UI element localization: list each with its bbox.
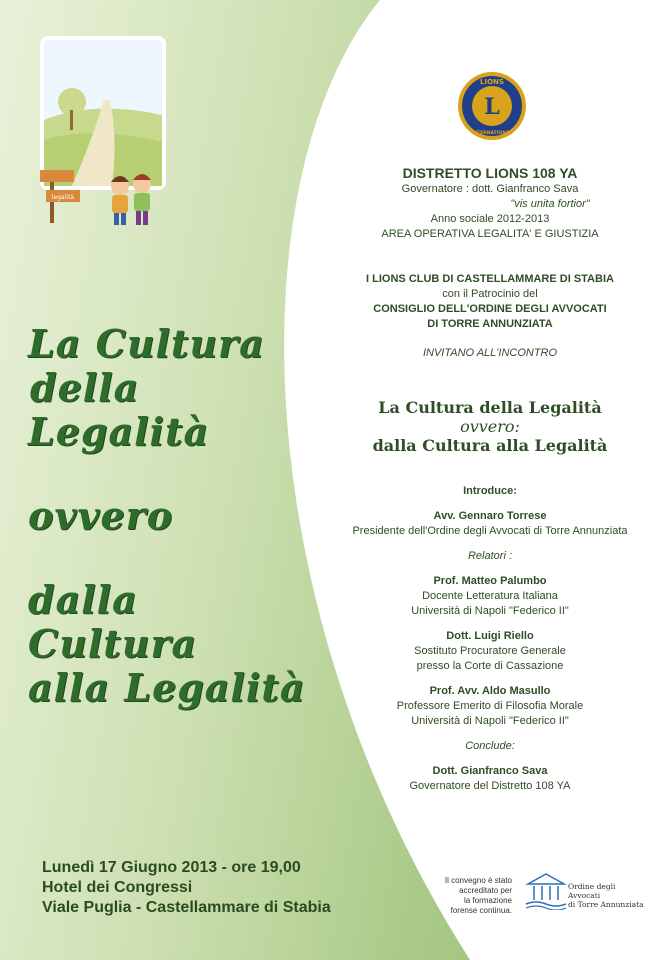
left-title-line: Legalità (28, 409, 210, 454)
left-title-line: dalla (28, 577, 138, 622)
district-title: DISTRETTO LIONS 108 YA (402, 165, 578, 181)
motto: "vis unita fortior" (510, 198, 590, 210)
speaker-name: Prof. Avv. Aldo Masullo (429, 685, 551, 697)
event-title-line: dalla Cultura alla Legalità (372, 436, 608, 455)
operative-area: AREA OPERATIVA LEGALITA' E GIUSTIZIA (381, 228, 599, 240)
speaker-name: Dott. Luigi Riello (446, 630, 534, 642)
council-line: DI TORRE ANNUNZIATA (427, 318, 553, 330)
event-title-ovvero: ovvero: (460, 417, 520, 436)
children-road-illustration (32, 30, 172, 230)
ordine-line: di Torre Annunziata (568, 900, 644, 909)
program-block (330, 484, 650, 794)
speaker-role: Docente Letteratura Italiana (422, 590, 558, 602)
speaker-name: Dott. Gianfranco Sava (432, 765, 548, 777)
ordine-avvocati-logo (524, 870, 568, 910)
patronage-line: con il Patrocinio del (442, 288, 538, 300)
sign-text: legalità (51, 194, 75, 201)
event-title-block (330, 398, 650, 456)
organizers-block (330, 272, 650, 361)
speaker-role: presso la Corte di Cassazione (416, 660, 564, 672)
speaker-role: Presidente dell'Ordine degli Avvocati di Torre Annunziata (352, 525, 628, 537)
concludes-label: Conclude: (465, 740, 515, 752)
event-title-line: La Cultura della Legalità (378, 398, 602, 417)
district-header (330, 164, 650, 242)
speaker-role: Governatore del Distretto 108 YA (409, 780, 571, 792)
social-year: Anno sociale 2012-2013 (430, 213, 550, 225)
accreditation-note (428, 876, 512, 916)
logo-bottom-text: INTERNATIONAL (471, 131, 513, 136)
speaker-role: Università di Napoli "Federico II" (411, 605, 569, 617)
club-name: I LIONS CLUB DI CASTELLAMMARE DI STABIA (366, 273, 614, 285)
credit-line: la formazione (463, 896, 512, 905)
left-title-line: La Cultura (28, 321, 265, 366)
lions-logo (456, 70, 528, 142)
event-venue: Hotel dei Congressi (42, 879, 193, 896)
credit-line: Il convegno è stato (444, 876, 512, 885)
event-address: Viale Puglia - Castellammare di Stabia (42, 899, 331, 916)
speaker-role: Università di Napoli "Federico II" (411, 715, 569, 727)
credit-line: forense continua. (450, 906, 512, 915)
invite-line: INVITANO ALL'INCONTRO (422, 347, 558, 359)
left-title-block (28, 322, 328, 710)
speaker-name: Prof. Matteo Palumbo (433, 575, 547, 587)
left-title-line: ovvero (28, 493, 174, 538)
credit-line: accreditato per (459, 886, 512, 895)
event-date: Lunedì 17 Giugno 2013 - ore 19,00 (42, 859, 301, 876)
left-title-line: Cultura (28, 621, 198, 666)
ordine-line: Avvocati (568, 891, 601, 900)
ordine-text (568, 882, 644, 909)
left-title-line: alla Legalità (28, 665, 306, 710)
left-title-line: della (30, 365, 140, 410)
logo-center-letter: L (484, 94, 500, 120)
relatori-label: Relatori : (467, 550, 513, 562)
event-info (42, 858, 331, 918)
speaker-name: Avv. Gennaro Torrese (433, 510, 547, 522)
ordine-line: Ordine degli (568, 882, 616, 891)
speaker-role: Sostituto Procuratore Generale (414, 645, 566, 657)
introduce-label: Introduce: (463, 485, 517, 497)
logo-top-text: LIONS (480, 78, 504, 86)
governor-line: Governatore : dott. Gianfranco Sava (401, 183, 579, 195)
council-line: CONSIGLIO DELL'ORDINE DEGLI AVVOCATI (373, 303, 607, 315)
speaker-role: Professore Emerito di Filosofia Morale (396, 700, 584, 712)
